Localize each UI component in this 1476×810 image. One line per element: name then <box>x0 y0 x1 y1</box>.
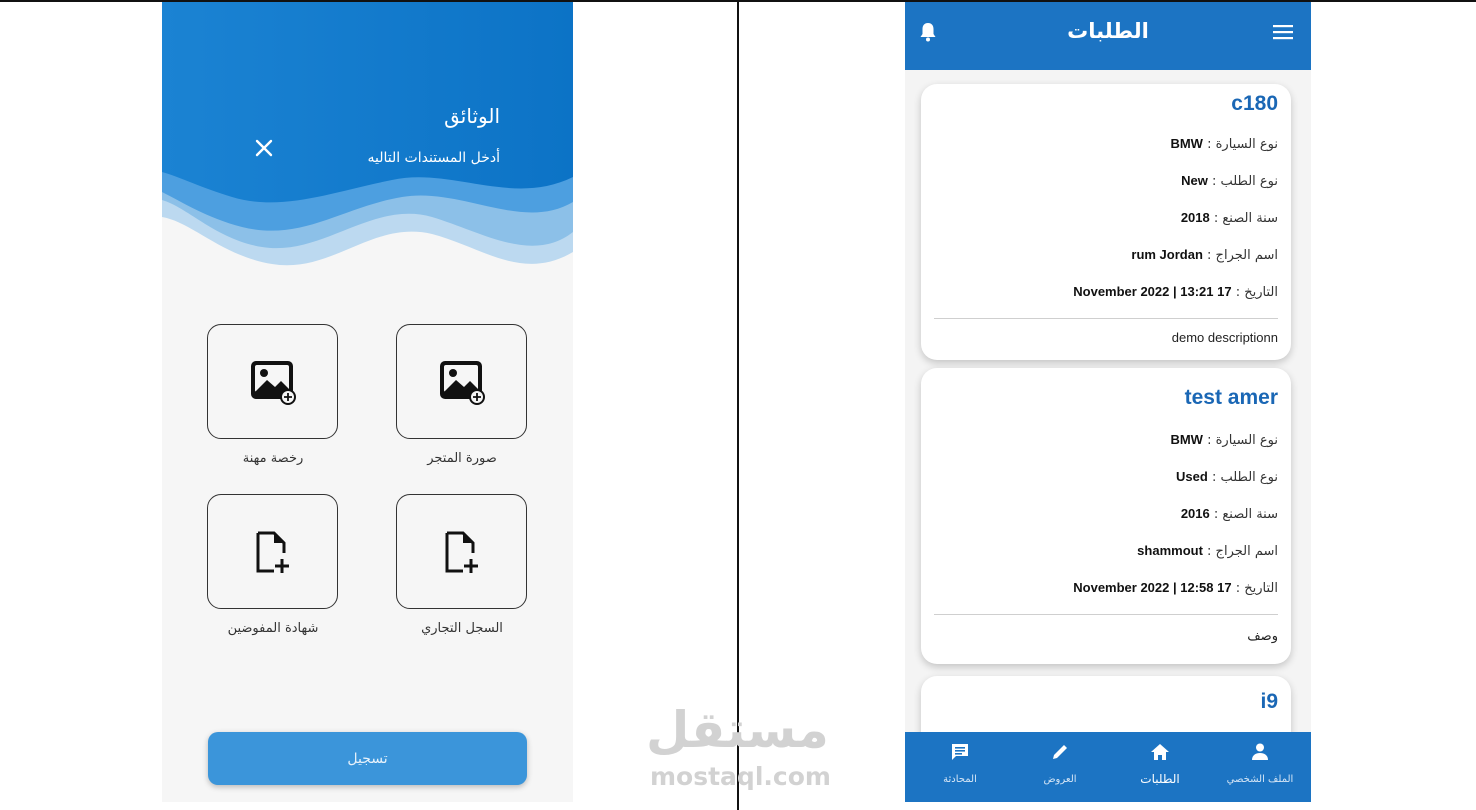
nav-chat[interactable] <box>910 732 1010 802</box>
upload-store-photo-button[interactable] <box>396 324 527 439</box>
car-type-row <box>1170 136 1278 152</box>
orders-screen <box>905 2 1311 802</box>
page-title: الوثائق <box>444 104 500 128</box>
garage-value: rum Jordan <box>1131 247 1203 262</box>
car-type-row <box>1170 432 1278 448</box>
year-row <box>1181 506 1278 522</box>
date-value: 17 November 2022 | 13:21 <box>1073 284 1232 299</box>
add-file-icon <box>437 527 487 577</box>
delegates-certificate-label: شهادة المفوضين <box>227 621 319 636</box>
order-title: test amer <box>1184 386 1278 409</box>
nav-orders-label: الطلبات <box>1140 772 1180 786</box>
nav-profile[interactable] <box>1210 732 1310 802</box>
add-photo-icon <box>437 357 487 407</box>
card-divider <box>934 318 1278 319</box>
bottom-navigation <box>905 732 1311 802</box>
order-title: i9 <box>1260 690 1278 713</box>
store-photo-label: صورة المتجر <box>427 451 497 466</box>
nav-chat-label: المحادثة <box>943 774 977 785</box>
nav-profile-label: الملف الشخصي <box>1226 774 1294 785</box>
date-label: التاريخ : <box>1235 285 1278 300</box>
garage-row <box>1131 247 1278 263</box>
date-label: التاريخ : <box>1235 581 1278 596</box>
close-icon[interactable] <box>252 136 276 160</box>
garage-row <box>1137 543 1278 559</box>
year-value: 2016 <box>1180 506 1210 521</box>
add-photo-icon <box>248 357 298 407</box>
register-button[interactable]: تسجيل <box>208 732 527 785</box>
upload-professional-license-button[interactable] <box>207 324 338 439</box>
garage-label: اسم الجراج : <box>1207 544 1278 559</box>
professional-license-label: رخصة مهنة <box>242 451 304 466</box>
menu-icon[interactable] <box>1273 24 1293 40</box>
garage-label: اسم الجراج : <box>1207 248 1278 263</box>
card-divider <box>934 614 1278 615</box>
year-label: سنة الصنع : <box>1213 211 1278 226</box>
order-card[interactable] <box>921 84 1291 360</box>
nav-offers-label: العروض <box>1043 774 1077 785</box>
documents-screen <box>162 2 573 802</box>
page-subtitle: أدخل المستندات التاليه <box>367 150 500 166</box>
order-description: وصف <box>1247 628 1278 643</box>
app-bar <box>905 2 1311 70</box>
nav-orders[interactable] <box>1110 732 1210 802</box>
order-title: c180 <box>1231 92 1278 115</box>
panel-divider <box>737 0 739 810</box>
wave-header-background <box>162 2 573 282</box>
year-value: 2018 <box>1180 210 1210 225</box>
pencil-icon <box>1050 742 1070 762</box>
order-description: demo descriptionn <box>1171 330 1278 345</box>
car-type-value: BMW <box>1170 136 1203 151</box>
order-type-label: نوع الطلب : <box>1211 470 1278 485</box>
commercial-register-label: السجل التجاري <box>421 621 503 636</box>
date-value: 17 November 2022 | 12:58 <box>1073 580 1232 595</box>
order-type-value: Used <box>1176 469 1208 484</box>
chat-icon <box>950 742 970 762</box>
order-type-value: New <box>1181 173 1208 188</box>
upload-delegates-certificate-button[interactable] <box>207 494 338 609</box>
garage-value: shammout <box>1137 543 1203 558</box>
car-type-label: نوع السيارة : <box>1207 137 1278 152</box>
order-card[interactable] <box>921 368 1291 664</box>
order-type-label: نوع الطلب : <box>1211 174 1278 189</box>
add-file-icon <box>248 527 298 577</box>
watermark-logo-arabic: مستقل <box>646 701 829 759</box>
date-row <box>1073 284 1278 300</box>
order-type-row <box>1181 173 1278 189</box>
upload-commercial-register-button[interactable] <box>396 494 527 609</box>
date-row <box>1073 580 1278 596</box>
car-type-value: BMW <box>1170 432 1203 447</box>
year-row <box>1181 210 1278 226</box>
order-type-row <box>1176 469 1278 485</box>
person-icon <box>1250 742 1270 762</box>
nav-offers[interactable] <box>1010 732 1110 802</box>
app-title: الطلبات <box>1067 19 1149 43</box>
home-icon <box>1150 742 1170 762</box>
year-label: سنة الصنع : <box>1213 507 1278 522</box>
car-type-label: نوع السيارة : <box>1207 433 1278 448</box>
watermark-logo-latin: mostaql.com <box>650 762 831 791</box>
